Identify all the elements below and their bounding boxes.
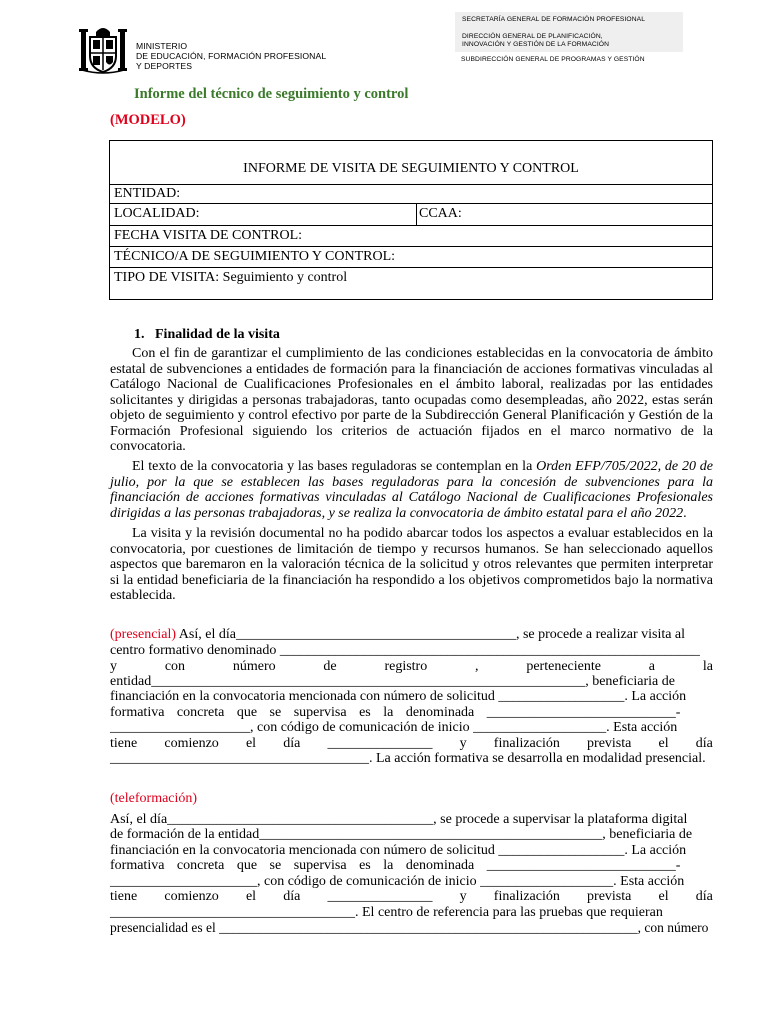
presencial-line-8: tiene comienzo el día _______________ y finalización prevista el día	[110, 736, 713, 751]
presencial-line-7: ____________________, con código de comunicación de inicio ___________________. Esta acción	[110, 720, 678, 735]
modelo-label: (MODELO)	[110, 112, 186, 128]
presencial-line-6: formativa concreta que se supervisa es la denominada ___________________________-	[110, 705, 681, 720]
tele-line-4: formativa concreta que se supervisa es la denominada ___________________________-	[110, 858, 681, 873]
presencial-line-3: y con número de registro , perteneciente a la	[110, 659, 713, 674]
direccion-label-line2: INNOVACIÓN Y GESTIÓN DE LA FORMACIÓN	[462, 41, 610, 48]
localidad-field[interactable]	[110, 204, 712, 226]
visit-form-table	[109, 140, 713, 300]
paragraph-1: Con el fin de garantizar el cumplimiento de las condiciones establecidas en la convocatoria de ámbito estatal de subvenciones a entidades de formación para la financiación de acciones formativas vinculadas al Catálogo Nacional de Cualificaciones Profesionales en el ámbito laboral, realizadas por las entidades solicitantes y dirigidas a personas trabajadoras, tanto ocupadas como desempleadas, año 2022, estas serán objeto de seguimiento y control efectivo por parte de la Subdirección General Planificación y Gestión de la Formación Profesional siguiendo los criterios de actuación fijados en el marco normativo de la convocatoria.	[110, 346, 713, 454]
coat-of-arms-logo	[78, 24, 128, 76]
orden-reference: Orden EFP/705/2022, de 20 de julio, por la que se establecen las bases reguladoras para la concesión de subvenciones para la financiación de acciones formativas vinculadas al Catálogo Nacional de Cualificaciones Profesionales dirigidas a las personas trabajadoras, y se realiza la convocatoria de ámbito estatal para el año 2022	[110, 459, 713, 521]
ccaa-label: CCAA:	[419, 206, 462, 221]
ccaa-field[interactable]	[416, 204, 462, 225]
presencial-line-4: entidad______________________________________________________________, beneficiaria de	[110, 674, 675, 689]
tele-line-1: Así, el día______________________________________, se procede a supervisar la plataforma digital	[110, 812, 688, 827]
presencial-line-5: financiación en la convocatoria mencionada con número de solicitud __________________. La acción	[110, 689, 687, 704]
secretaria-box	[455, 12, 683, 52]
subdireccion-label: SUBDIRECCIÓN GENERAL DE PROGRAMAS Y GESTIÓN	[461, 56, 645, 63]
form-heading: INFORME DE VISITA DE SEGUIMIENTO Y CONTROL	[110, 141, 712, 185]
tele-line-7: ___________________________________. El centro de referencia para las pruebas que requieran	[110, 905, 663, 920]
presencial-tag: (presencial)	[110, 627, 177, 642]
teleformacion-tag-line	[110, 791, 713, 807]
tecnico-field[interactable]	[110, 247, 712, 268]
tele-line-3: financiación en la convocatoria mencionada con número de solicitud __________________. La acción	[110, 843, 687, 858]
paragraph-2-text: El texto de la convocatoria y las bases reguladoras se contemplan en la	[132, 459, 537, 474]
tele-line-2: de formación de la entidad_________________________________________________, beneficiaria de	[110, 827, 693, 842]
presencial-line-9: _____________________________________. La acción formativa se desarrolla en modalidad presencial.	[110, 751, 706, 766]
presencial-line-1: (presencial) Así, el día________________________________________, se procede a realizar visita al	[110, 627, 686, 642]
teleformacion-tag: (teleformación)	[110, 791, 198, 806]
secretaria-label: SECRETARÍA GENERAL DE FORMACIÓN PROFESIONAL	[462, 16, 646, 23]
tipo-field[interactable]	[110, 268, 712, 300]
paragraph-2	[110, 459, 713, 521]
section-title: 1. Finalidad de la visita	[134, 327, 280, 342]
fecha-field[interactable]	[110, 226, 712, 247]
fecha-label: FECHA VISITA DE CONTROL:	[114, 228, 303, 243]
tele-line-6: tiene comienzo el día _______________ y finalización prevista el día	[110, 889, 713, 904]
tipo-label: TIPO DE VISITA: Seguimiento y control	[114, 270, 348, 285]
entidad-label: ENTIDAD:	[114, 186, 181, 201]
document-title: Informe del técnico de seguimiento y control	[134, 86, 409, 102]
localidad-label: LOCALIDAD:	[114, 206, 200, 221]
tele-line-5: _____________________, con código de comunicación de inicio ___________________. Esta acción	[110, 874, 685, 889]
entidad-field[interactable]	[110, 184, 712, 204]
direccion-label-line1: DIRECCIÓN GENERAL DE PLANIFICACIÓN,	[462, 33, 603, 40]
ministry-name: MINISTERIO DE EDUCACIÓN, FORMACIÓN PROFESIONAL Y DEPORTES	[136, 41, 327, 71]
tecnico-label: TÉCNICO/A DE SEGUIMIENTO Y CONTROL:	[114, 249, 396, 264]
paragraph-3: La visita y la revisión documental no ha podido abarcar todos los aspectos a evaluar establecidos en la convocatoria, por cuestiones de limitación de tiempo y recursos humanos. Se han seleccionado aquellos aspectos que baremaron en la valoración técnica de la solicitud y otros relevantes que permiten interpretar si la entidad beneficiaria de la financiación ha respondido a los objetivos comprometidos bajo la normativa establecida.	[110, 526, 713, 603]
presencial-line-2: centro formativo denominado ____________________________________________________________	[110, 643, 700, 658]
paragraph-2-end: .	[683, 505, 687, 521]
tele-line-8: presencialidad es el ______________________________________________________________, con número	[110, 920, 709, 935]
